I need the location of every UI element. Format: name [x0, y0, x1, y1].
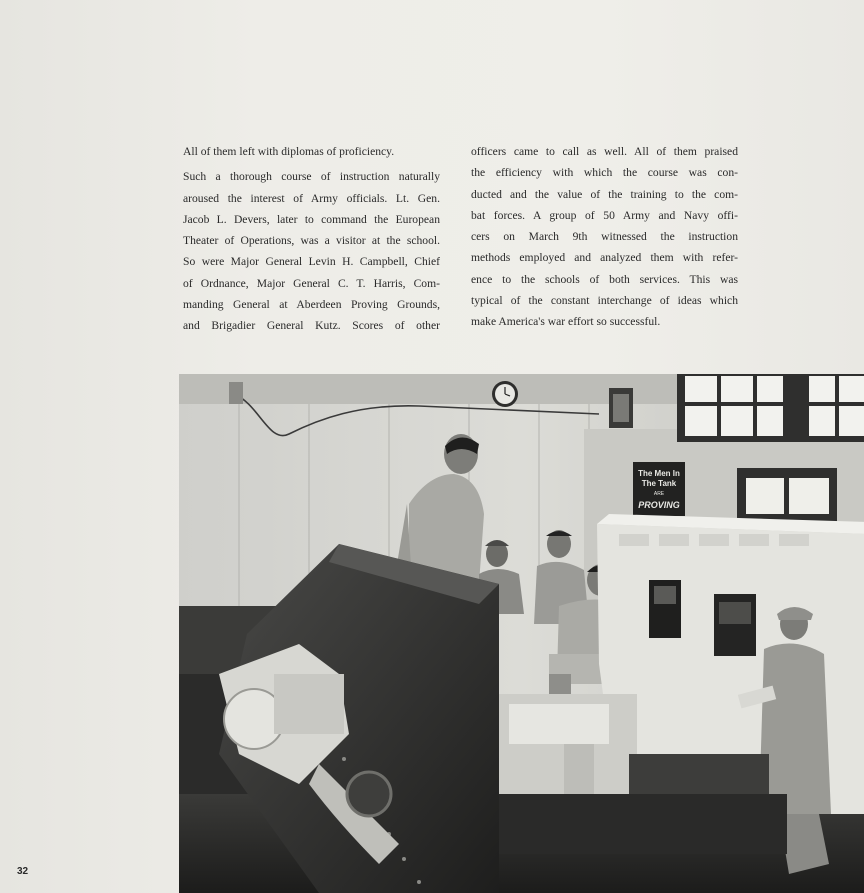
text-line: Such a thorough course of instruction naturally — [183, 170, 440, 184]
text-column-right — [471, 141, 738, 333]
text-line: typical of the constant interchange of ideas which — [471, 294, 738, 308]
text-line: the efficiency with which the course was con- — [471, 166, 738, 180]
text-line: officers came to call as well. All of them praised — [471, 145, 738, 158]
text-column-left — [183, 141, 440, 337]
text-line: Theater of Operations, was a visitor at the school. — [183, 234, 440, 248]
text-line: manding General at Aberdeen Proving Grounds, — [183, 298, 440, 312]
poster-line: PROVING — [638, 500, 680, 510]
training-room-photograph — [179, 374, 864, 893]
text-line: of Ordnance, Major General C. T. Harris, Com- — [183, 276, 440, 290]
text-line: ducted and the value of the training to the com- — [471, 187, 738, 201]
page-number: 32 — [17, 866, 29, 877]
text-line: and Brigadier General Kutz. Scores of other — [183, 319, 440, 333]
poster-line: ARE — [653, 491, 665, 497]
poster-line: The Tank — [641, 479, 677, 488]
text-line: All of them left with diplomas of proficiency. — [183, 145, 395, 158]
text-line: Jacob L. Devers, later to command the European — [183, 212, 440, 226]
poster-line: The Men In — [638, 469, 680, 478]
text-line: bat forces. A group of 50 Army and Navy offi- — [471, 208, 738, 222]
text-line: ence to the schools of both services. This was — [471, 272, 738, 286]
text-line: aroused the interest of Army officials. Lt. Gen. — [183, 191, 440, 205]
text-line: cers on March 9th witnessed the instruction — [471, 230, 738, 244]
text-line: make America's war effort so successful. — [471, 315, 661, 329]
text-line: methods employed and analyzed them with refer- — [471, 251, 738, 265]
text-line: So were Major General Levin H. Campbell, Chief — [183, 255, 440, 269]
